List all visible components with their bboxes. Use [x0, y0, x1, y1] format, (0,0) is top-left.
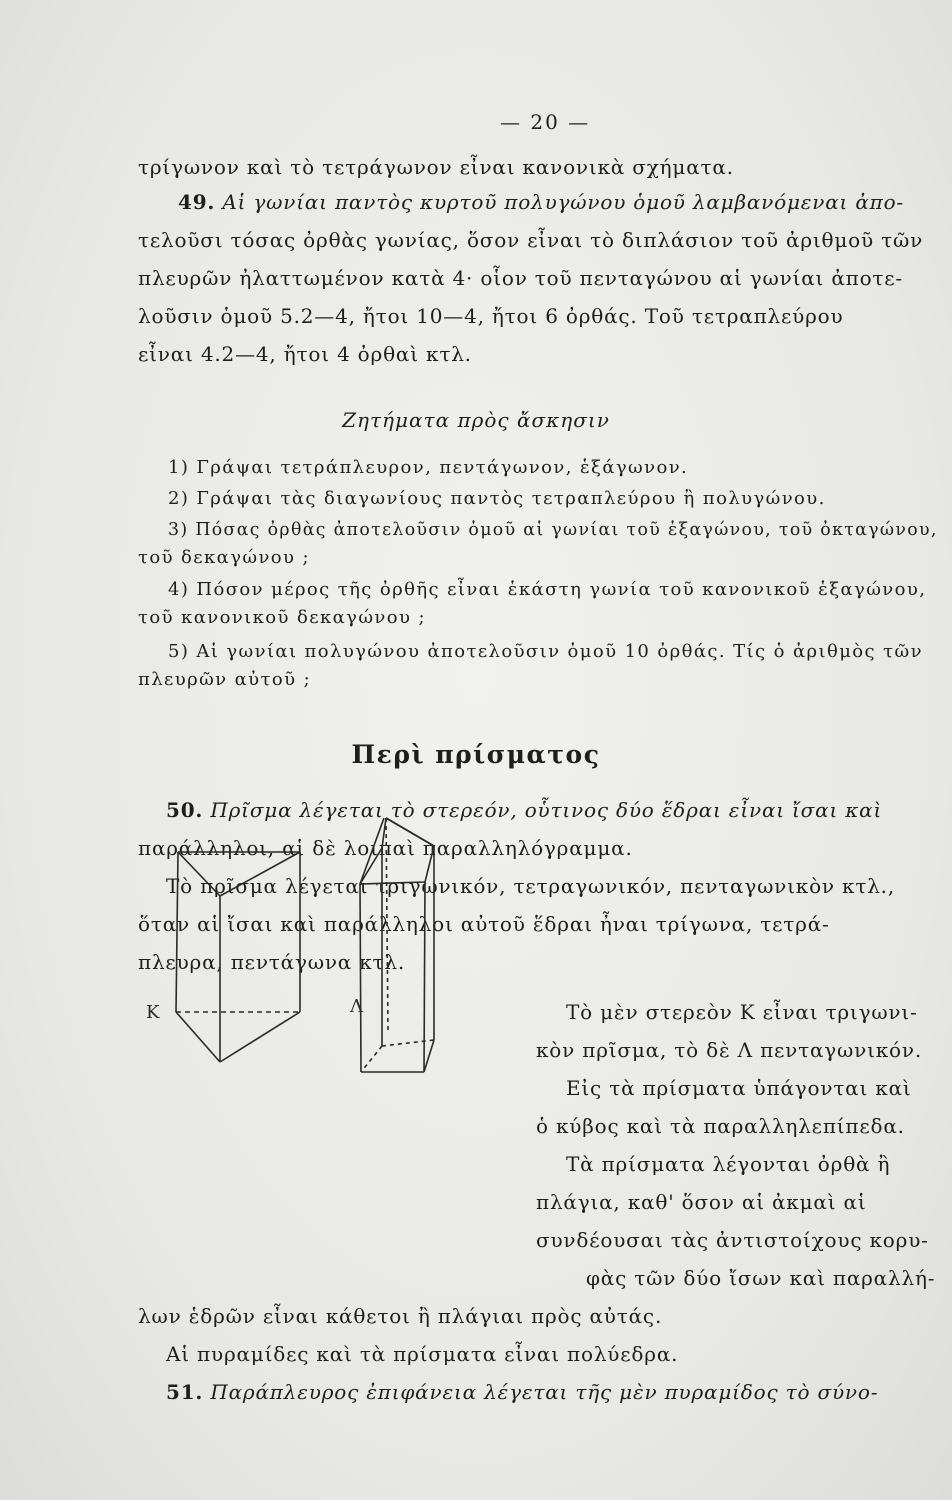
section-49-line-3: πλευρῶν ἠλαττωμένον κατὰ 4· οἷον τοῦ πενταγώνου αἱ γωνίαι ἀποτε-	[138, 266, 903, 290]
exercise-4-line-1: 4) Πόσον μέρος τῆς ὀρθῆς εἶναι ἑκάστη γωνία τοῦ κανονικοῦ ἑξαγώνου,	[168, 579, 927, 600]
exercises-heading: Ζητήματα πρὸς ἄσκησιν	[342, 408, 610, 432]
section-49-number: 49.	[178, 190, 216, 214]
section-49-line-1: 49. Αἱ γωνίαι παντὸς κυρτοῦ πολυγώνου ὁμοῦ λαμβανόμεναι ἀπο-	[178, 190, 904, 214]
figure-text-3: Εἰς τὰ πρίσματα ὑπάγονται καὶ	[566, 1076, 912, 1100]
exercise-1: 1) Γράψαι τετράπλευρον, πεντάγωνον, ἑξάγωνον.	[168, 457, 689, 478]
section-50-line-1: 50. Πρῖσμα λέγεται τὸ στερεόν, οὗτινος δύο ἕδραι εἶναι ἴσαι καὶ	[166, 798, 883, 822]
exercise-4-line-2: τοῦ κανονικοῦ δεκαγώνου ;	[138, 607, 426, 628]
page-number: — 20 —	[500, 110, 591, 134]
exercise-5-line-1: 5) Αἱ γωνίαι πολυγώνου ἀποτελοῦσιν ὁμοῦ 10 ὀρθάς. Τίς ὁ ἀριθμὸς τῶν	[168, 641, 923, 662]
figure-text-7: συνδέουσαι τὰς ἀντιστοίχους κορυ-	[536, 1228, 929, 1252]
pentagonal-prism-l	[360, 818, 434, 1072]
prisms-figure	[140, 800, 540, 1120]
section-49-line-4: λοῦσιν ὁμοῦ 5.2—4, ἤτοι 10—4, ἤτοι 6 ὀρθάς. Τοῦ τετραπλεύρου	[138, 304, 844, 328]
figure-text-5: Τὰ πρίσματα λέγονται ὀρθὰ ἢ	[566, 1152, 891, 1176]
prism-heading: Περὶ πρίσματος	[351, 740, 601, 769]
exercise-3-line-1: 3) Πόσας ὀρθὰς ἀποτελοῦσιν ὁμοῦ αἱ γωνίαι τοῦ ἑξαγώνου, τοῦ ὀκταγώνου,	[168, 519, 938, 540]
label-l: Λ	[350, 996, 363, 1017]
exercise-2: 2) Γράψαι τὰς διαγωνίους παντὸς τετραπλεύρου ἢ πολυγώνου.	[168, 488, 826, 509]
exercise-5-line-2: πλευρῶν αὐτοῦ ;	[138, 669, 312, 690]
figure-text-4: ὁ κύβος καὶ τὰ παραλληλεπίπεδα.	[536, 1114, 905, 1138]
section-50-number: 50.	[166, 798, 204, 822]
triangular-prism-k	[176, 852, 300, 1062]
exercise-3-line-2: τοῦ δεκαγώνου ;	[138, 547, 310, 568]
label-k: Κ	[146, 1002, 160, 1023]
section-51-number: 51.	[166, 1380, 204, 1404]
after-figure-line-2: Αἱ πυραμίδες καὶ τὰ πρίσματα εἶναι πολύεδρα.	[166, 1342, 679, 1366]
figure-text-2: κὸν πρῖσμα, τὸ δὲ Λ πενταγωνικόν.	[536, 1038, 923, 1062]
section-51-line-1: 51. Παράπλευρος ἐπιφάνεια λέγεται τῆς μὲν πυραμίδος τὸ σύνο-	[166, 1380, 879, 1404]
section-50-line-3: Τὸ πρῖσμα λέγεται τριγωνικόν, τετραγωνικόν, πενταγωνικὸν κτλ.,	[166, 874, 895, 898]
section-49-line-5: εἶναι 4.2—4, ἤτοι 4 ὀρθαὶ κτλ.	[138, 342, 472, 366]
section-50-line-4: ὅταν αἱ ἴσαι καὶ παράλληλοι αὐτοῦ ἕδραι ἦναι τρίγωνα, τετρά-	[138, 912, 830, 936]
section-50-line-2: παράλληλοι, αἱ δὲ λοιπαὶ παραλληλόγραμμα.	[138, 836, 633, 860]
figure-text-6: πλάγια, καθ' ὅσον αἱ ἀκμαὶ αἱ	[536, 1190, 867, 1214]
section-50-line-5: πλευρα, πεντάγωνα κτλ.	[138, 950, 406, 974]
after-figure-line-1: λων ἑδρῶν εἶναι κάθετοι ἢ πλάγιαι πρὸς αὐτάς.	[138, 1304, 663, 1328]
top-line: τρίγωνον καὶ τὸ τετράγωνον εἶναι κανονικὰ σχήματα.	[138, 155, 734, 179]
section-49-line-2: τελοῦσι τόσας ὀρθὰς γωνίας, ὅσον εἶναι τὸ διπλάσιον τοῦ ἀριθμοῦ τῶν	[138, 228, 924, 252]
figure-text-1: Τὸ μὲν στερεὸν Κ εἶναι τριγωνι-	[566, 1000, 918, 1024]
figure-text-8: φὰς τῶν δύο ἴσων καὶ παραλλή-	[586, 1266, 936, 1290]
